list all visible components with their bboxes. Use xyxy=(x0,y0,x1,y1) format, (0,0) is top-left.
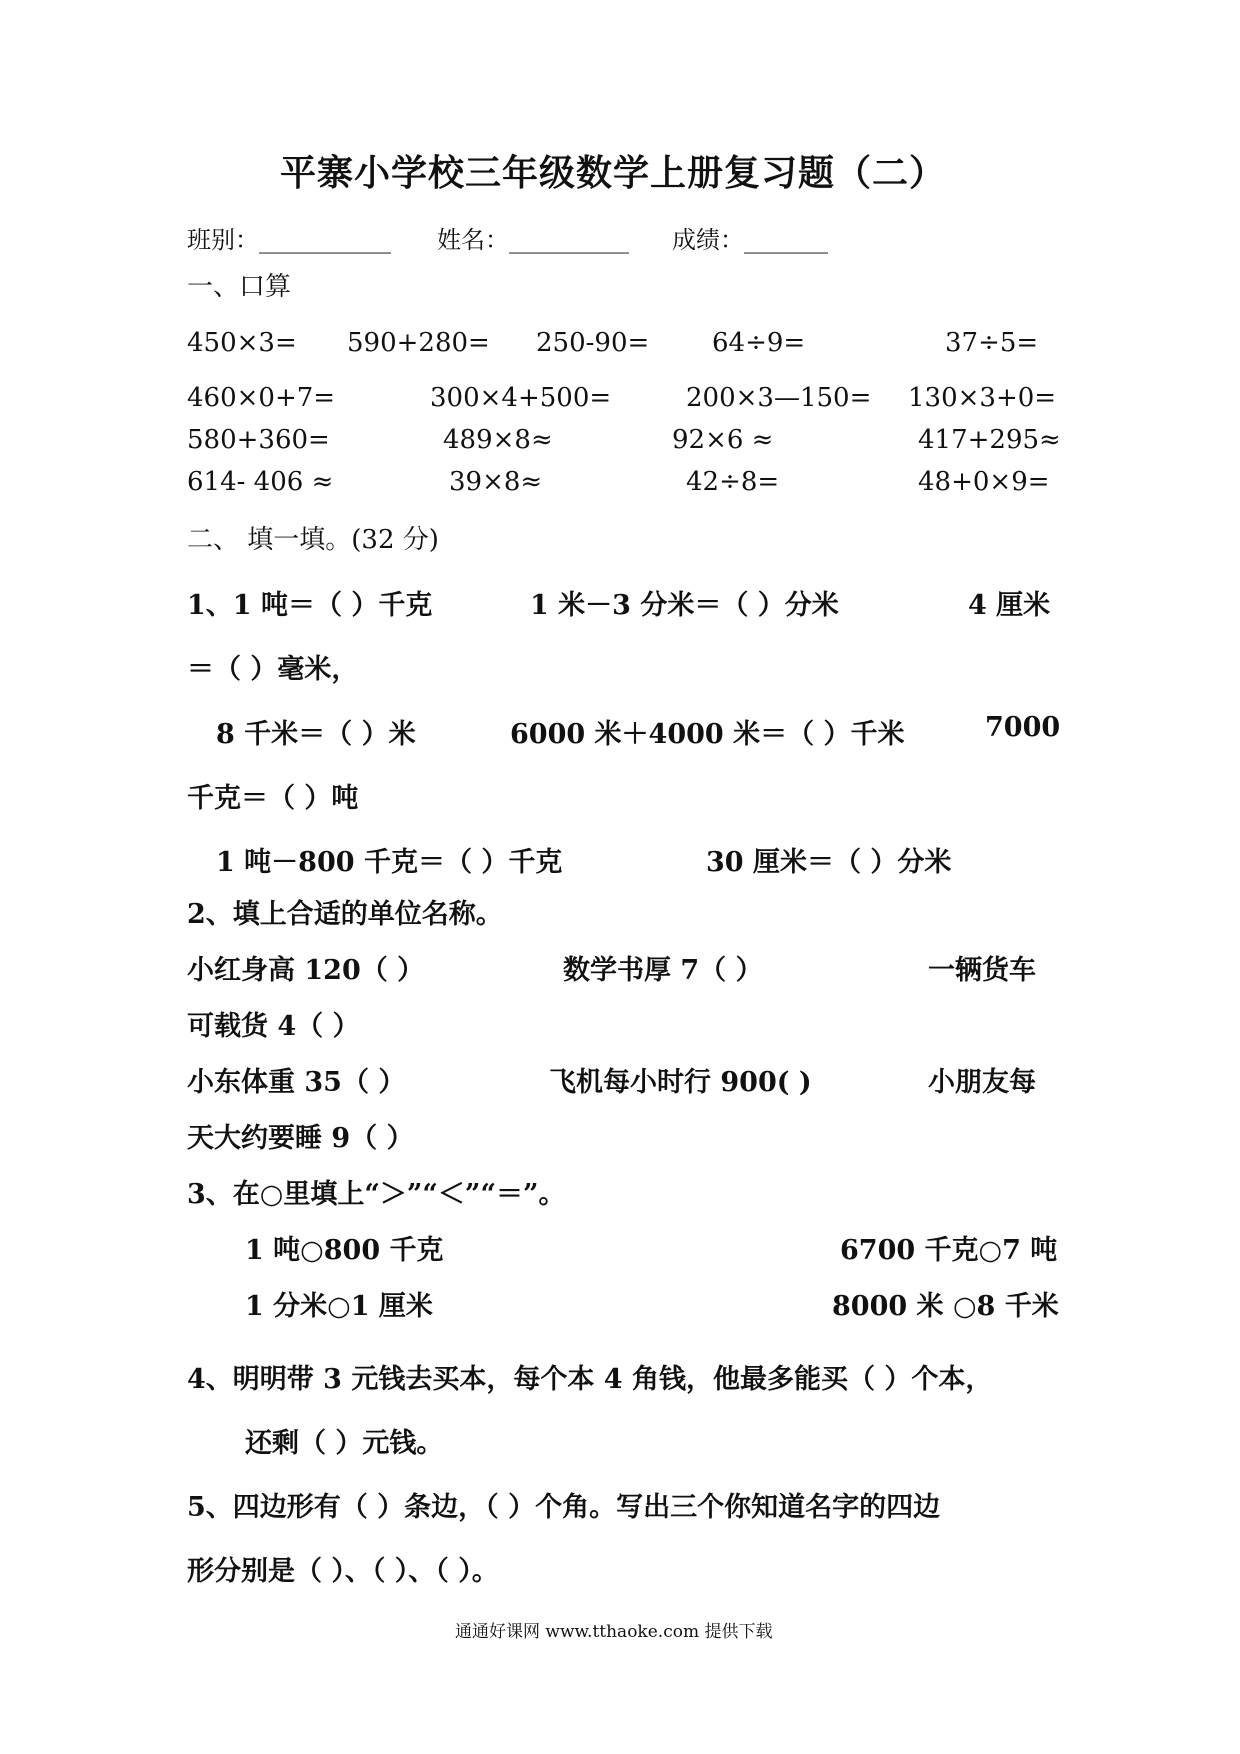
q3-item: 1 吨○800 千克 xyxy=(245,1235,444,1266)
q3-heading: 3、在○里填上“＞”“＜”“＝”。 xyxy=(187,1179,566,1210)
q4-line: 4、明明带 3 元钱去买本，每个本 4 角钱，他最多能买（ ）个本， xyxy=(187,1364,993,1395)
q3-item: 8000 米 ○8 千米 xyxy=(832,1291,1059,1322)
q1-part: 1 吨－800 千克＝（ ）千克 xyxy=(216,847,563,878)
calc-item: 489×8≈ xyxy=(443,425,553,455)
q1-part: 7000 xyxy=(985,712,1061,743)
score-field: 成绩：_______ xyxy=(672,226,828,254)
q2-part: 飞机每小时行 900( ) xyxy=(549,1067,812,1098)
calc-item: 250-90= xyxy=(536,328,650,358)
q2-part: 天大约要睡 9（ ） xyxy=(187,1123,414,1154)
q2-part: 小朋友每 xyxy=(928,1067,1036,1098)
calc-item: 580+360= xyxy=(187,425,330,455)
q1-part: 30 厘米＝（ ）分米 xyxy=(706,847,952,878)
page-footer: 通通好课网 www.tthaoke.com 提供下载 xyxy=(455,1622,773,1642)
q1-part: 1、1 吨＝（ ）千克 xyxy=(187,590,433,621)
q2-part: 一辆货车 xyxy=(928,955,1036,986)
calc-item: 614- 406 ≈ xyxy=(187,467,334,497)
q1-part: 4 厘米 xyxy=(968,590,1051,621)
q1-part: ＝（ ）毫米， xyxy=(187,654,359,685)
q2-part: 数学书厚 7（ ） xyxy=(563,955,763,986)
calc-item: 200×3—150= xyxy=(686,383,872,413)
section2-heading: 二、 填一填。(32 分) xyxy=(187,525,439,555)
calc-item: 39×8≈ xyxy=(449,467,543,497)
q4-line: 还剩（ ）元钱。 xyxy=(245,1428,444,1459)
calc-item: 460×0+7= xyxy=(187,383,336,413)
section1-heading: 一、口算 xyxy=(187,272,292,302)
q2-part: 小东体重 35（ ） xyxy=(187,1067,406,1098)
calc-item: 300×4+500= xyxy=(430,383,612,413)
q2-part: 可载货 4（ ） xyxy=(187,1011,360,1042)
q2-part: 小红身高 120（ ） xyxy=(187,955,425,986)
class-field: 班别：___________ xyxy=(187,226,391,254)
calc-item: 92×6 ≈ xyxy=(672,425,774,455)
q5-line: 5、四边形有（ ）条边，（ ）个角。写出三个你知道名字的四边 xyxy=(187,1492,941,1523)
q1-part: 1 米－3 分米＝（ ）分米 xyxy=(530,590,839,621)
calc-item: 130×3+0= xyxy=(908,383,1057,413)
q1-part: 千克＝（ ）吨 xyxy=(187,783,359,814)
q3-item: 1 分米○1 厘米 xyxy=(245,1291,433,1322)
page-title: 平寨小学校三年级数学上册复习题（二） xyxy=(280,152,947,194)
q2-heading: 2、填上合适的单位名称。 xyxy=(187,899,503,930)
calc-item: 450×3= xyxy=(187,328,297,358)
q1-part: 6000 米＋4000 米＝（ ）千米 xyxy=(510,719,905,750)
calc-item: 590+280= xyxy=(347,328,490,358)
calc-item: 42÷8= xyxy=(686,467,780,497)
calc-item: 37÷5= xyxy=(945,328,1039,358)
name-field: 姓名：__________ xyxy=(437,226,629,254)
q1-part: 8 千米＝（ ）米 xyxy=(216,719,416,750)
q3-item: 6700 千克○7 吨 xyxy=(840,1235,1058,1266)
calc-item: 64÷9= xyxy=(712,328,806,358)
q5-line: 形分别是（ ）、（ ）、（ ）。 xyxy=(187,1556,499,1587)
calc-item: 417+295≈ xyxy=(918,425,1061,455)
calc-item: 48+0×9= xyxy=(918,467,1050,497)
